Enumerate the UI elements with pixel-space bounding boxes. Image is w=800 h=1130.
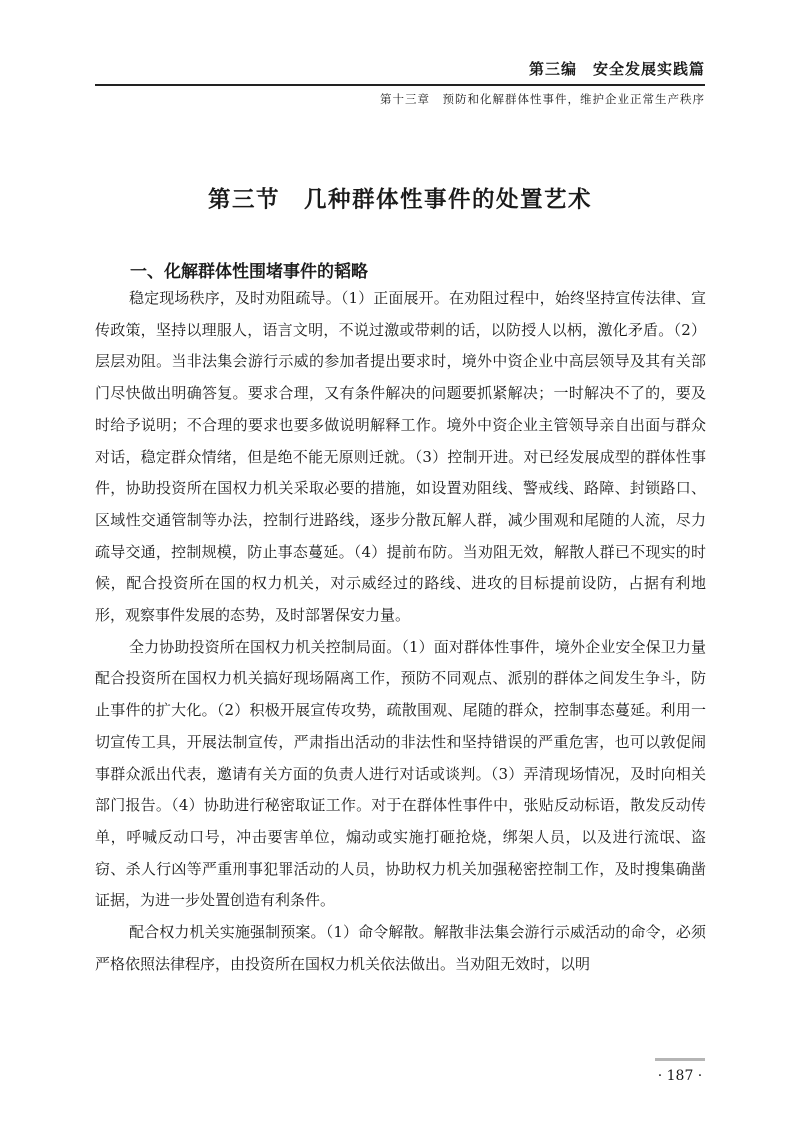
page-number: · 187 · — [657, 1068, 703, 1084]
subsection-title: 一、化解群体性围堵事件的韬略 — [130, 262, 368, 283]
running-header — [95, 58, 705, 108]
footer-rule — [655, 1058, 705, 1061]
header-part-title: 第三编 安全发展实践篇 — [528, 60, 705, 78]
body-text — [95, 283, 706, 980]
paragraph: 稳定现场秩序，及时劝阻疏导。（1）正面展开。在劝阻过程中，始终坚持宣传法律、宣传政策，坚持以理服人，语言文明，不说过激或带刺的话，以防授人以柄，激化矛盾。（2）层层劝阻。当非法集会游行示威的参加者提出要求时，境外中资企业中高层领导及其有关部门尽快做出明确答复。要求合理，又有条件解决的问题要抓紧解决；一时解决不了的，要及时给予说明；不合理的要求也要多做说明解释工作。境外中资企业主管领导亲自出面与群众对话，稳定群众情绪，但是绝不能无原则迁就。（3）控制开进。对已经发展成型的群体性事件，协助投资所在国权力机关采取必要的措施，如设置劝阻线、警戒线、路障、封锁路口、区域性交通管制等办法，控制行进路线，逐步分散瓦解人群，减少围观和尾随的人流，尽力疏导交通，控制规模，防止事态蔓延。（4）提前布防。当劝阻无效，解散人群已不现实的时候，配合投资所在国的权力机关，对示威经过的路线、进攻的目标提前设防，占据有利地形，观察事件发展的态势，及时部署保安力量。 — [95, 289, 706, 625]
section-title: 第三节 几种群体性事件的处置艺术 — [207, 187, 592, 214]
header-rule — [95, 84, 705, 86]
header-chapter-title: 第十三章 预防和化解群体性事件，维护企业正常生产秩序 — [380, 92, 705, 106]
paragraph: 配合权力机关实施强制预案。（1）命令解散。解散非法集会游行示威活动的命令，必须严格依照法律程序，由投资所在国权力机关依法做出。当劝阻无效时，以明 — [95, 923, 706, 973]
paragraph: 全力协助投资所在国权力机关控制局面。（1）面对群体性事件，境外企业安全保卫力量配合投资所在国权力机关搞好现场隔离工作，预防不同观点、派别的群体之间发生争斗，防止事件的扩大化。（2）积极开展宣传攻势，疏散围观、尾随的群众，控制事态蔓延。利用一切宣传工具，开展法制宣传，严肃指出活动的非法性和坚持错误的严重危害，也可以敦促闹事群众派出代表，邀请有关方面的负责人进行对话或谈判。（3）弄清现场情况，及时向相关部门报告。（4）协助进行秘密取证工作。对于在群体性事件中，张贴反动标语，散发反动传单，呼喊反动口号，冲击要害单位，煽动或实施打砸抢烧，绑架人员，以及进行流氓、盗窃、杀人行凶等严重刑事犯罪活动的人员，协助权力机关加强秘密控制工作，及时搜集确凿证据，为进一步处置创造有利条件。 — [95, 637, 706, 910]
